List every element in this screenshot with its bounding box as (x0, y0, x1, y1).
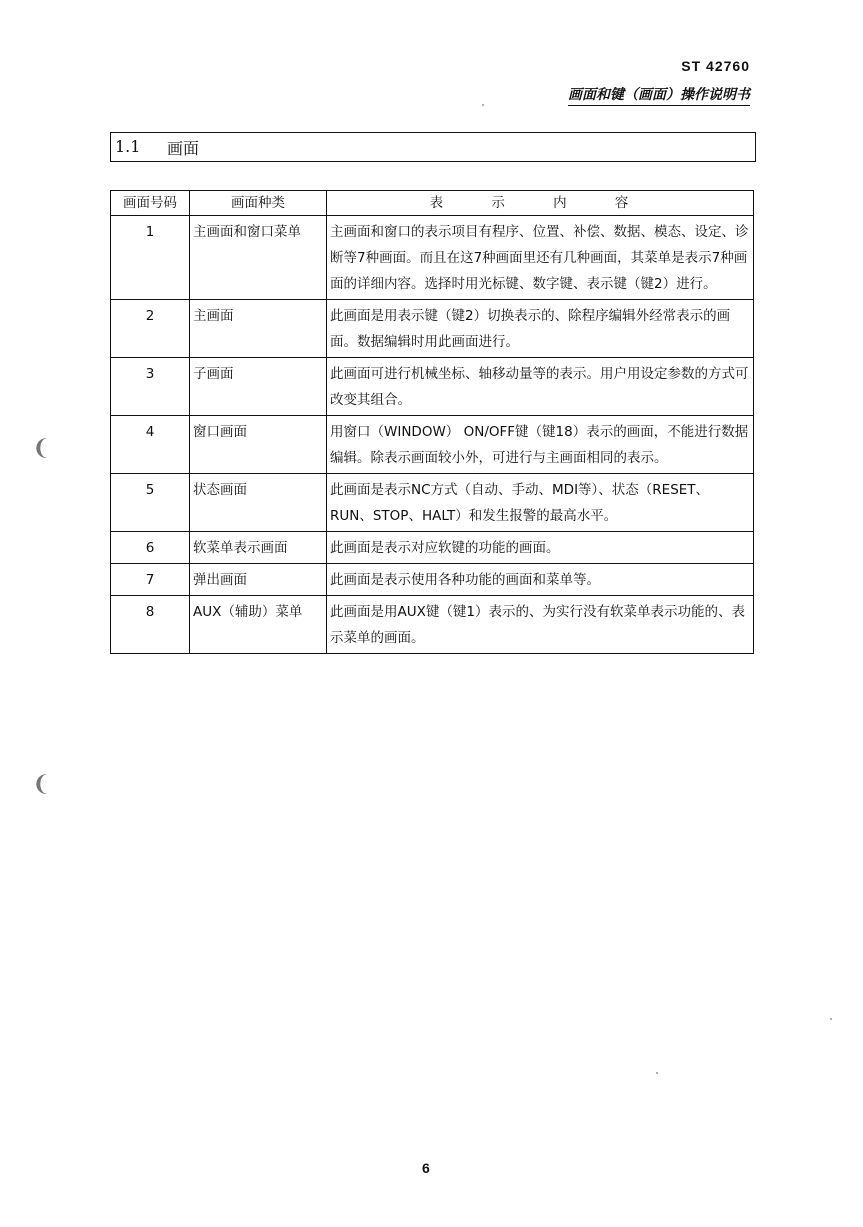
table-row (111, 358, 754, 416)
scan-speck (830, 1018, 832, 1020)
header-screen-number: 画面号码 (111, 191, 190, 216)
section-number: 1.1 (115, 137, 141, 156)
screen-description: 此画面是用AUX键（键1）表示的、为实行没有软菜单表示功能的、表示菜单的画面。 (327, 596, 754, 654)
screen-description: 此画面可进行机械坐标、轴移动量等的表示。用户用设定参数的方式可改变其组合。 (327, 358, 754, 416)
binding-hole-mark-icon: ❨ (32, 436, 51, 461)
table-row (111, 416, 754, 474)
screen-number: 6 (111, 532, 190, 564)
screen-description: 此画面是用表示键（键2）切换表示的、除程序编辑外经常表示的画面。数据编辑时用此画面进行。 (327, 300, 754, 358)
screen-description: 主画面和窗口的表示项目有程序、位置、补偿、数据、模态、设定、诊断等7种画面。而且在这7种画面里还有几种画面，其菜单是表示7种画面的详细内容。选择时用光标键、数字键、表示键（键2）进行。 (327, 216, 754, 300)
scan-speck (482, 104, 484, 106)
header-display-content: 表 示 内 容 (327, 191, 754, 216)
screen-number: 3 (111, 358, 190, 416)
screen-types-table (110, 190, 754, 654)
table-row (111, 532, 754, 564)
screen-number: 2 (111, 300, 190, 358)
header-screen-type: 画面种类 (190, 191, 327, 216)
screen-description: 此画面是表示NC方式（自动、手动、MDI等）、状态（RESET、RUN、STOP、HALT）和发生报警的最高水平。 (327, 474, 754, 532)
screen-type: 软菜单表示画面 (190, 532, 327, 564)
scan-speck (656, 1072, 658, 1074)
table-row (111, 300, 754, 358)
section-heading (110, 132, 756, 162)
table-row (111, 216, 754, 300)
screen-description: 此画面是表示使用各种功能的画面和菜单等。 (327, 564, 754, 596)
screen-type: 主画面和窗口菜单 (190, 216, 327, 300)
screen-number: 5 (111, 474, 190, 532)
screen-number: 4 (111, 416, 190, 474)
table-row (111, 596, 754, 654)
table-row (111, 564, 754, 596)
screen-type: 窗口画面 (190, 416, 327, 474)
screen-description: 此画面是表示对应软键的功能的画面。 (327, 532, 754, 564)
table-header-row (111, 191, 754, 216)
screen-type: 主画面 (190, 300, 327, 358)
section-title: 画面 (167, 139, 200, 158)
screen-type: AUX（辅助）菜单 (190, 596, 327, 654)
screen-number: 1 (111, 216, 190, 300)
screen-number: 8 (111, 596, 190, 654)
binding-hole-mark-icon: ❨ (32, 772, 51, 797)
page-number: 6 (422, 1160, 430, 1176)
document-title: 画面和键（画面）操作说明书 (568, 84, 750, 106)
table-row (111, 474, 754, 532)
document-code: ST 42760 (681, 58, 750, 74)
screen-description: 用窗口（WINDOW） ON/OFF键（键18）表示的画面，不能进行数据编辑。除表示画面较小外，可进行与主画面相同的表示。 (327, 416, 754, 474)
screen-type: 状态画面 (190, 474, 327, 532)
screen-type: 子画面 (190, 358, 327, 416)
screen-type: 弹出画面 (190, 564, 327, 596)
screen-number: 7 (111, 564, 190, 596)
